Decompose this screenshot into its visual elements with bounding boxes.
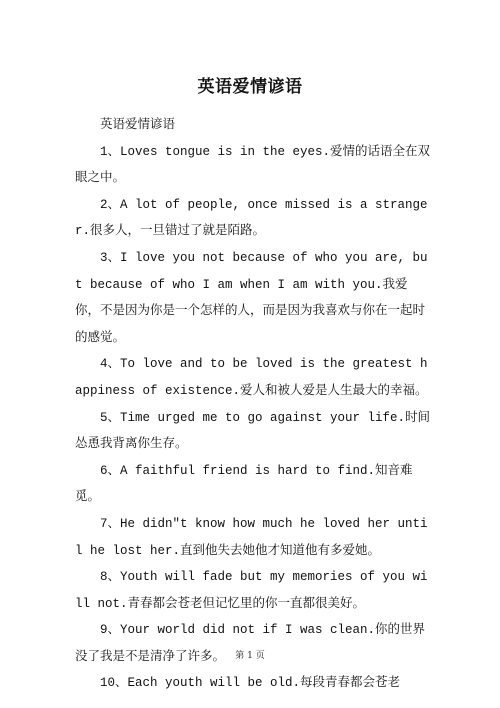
proverb-item-7: 7、He didn"t know how much he loved her until he lost her.直到他失去她他才知道他有多爱她。 bbox=[75, 516, 428, 558]
proverb-item-6: 6、A faithful friend is hard to find.知音难觅。 bbox=[75, 463, 413, 505]
proverb-item-2: 2、A lot of people, once missed is a stranger.很多人，一旦错过了就是陌路。 bbox=[75, 197, 428, 239]
proverb-item-8: 8、Youth will fade but my memories of you will not.青春都会苍老但记忆里的你一直都很美好。 bbox=[75, 570, 428, 611]
proverb-item-10: 10、Each youth will be old.每段青春都会苍老 bbox=[100, 676, 401, 691]
proverb-item-4: 4、To love and to be loved is the greatest happiness of existence.爱人和被人爱是人生最大的幸福。 bbox=[75, 357, 428, 398]
document-title: 英语爱情谚语 bbox=[197, 77, 303, 97]
proverb-item-3: 3、I love you not because of who you are, but because of who I am when I am with you.我爱你，不是因为你是一个怎样的人，而是因为我喜欢与你在一起时的感觉。 bbox=[75, 250, 428, 345]
proverb-item-5: 5、Time urged me to go against your life.时间怂恿我背离你生存。 bbox=[75, 410, 431, 452]
proverb-item-9: 9、Your world did not if I was clean.你的世界没了我是不是清净了许多。 bbox=[75, 623, 426, 664]
page-number: 第 1 页 bbox=[235, 651, 265, 661]
proverb-item-1: 1、Loves tongue is in the eyes.爱情的话语全在双眼之中。 bbox=[75, 144, 431, 186]
document-body bbox=[75, 112, 431, 697]
intro-paragraph: 英语爱情谚语 bbox=[100, 118, 176, 132]
